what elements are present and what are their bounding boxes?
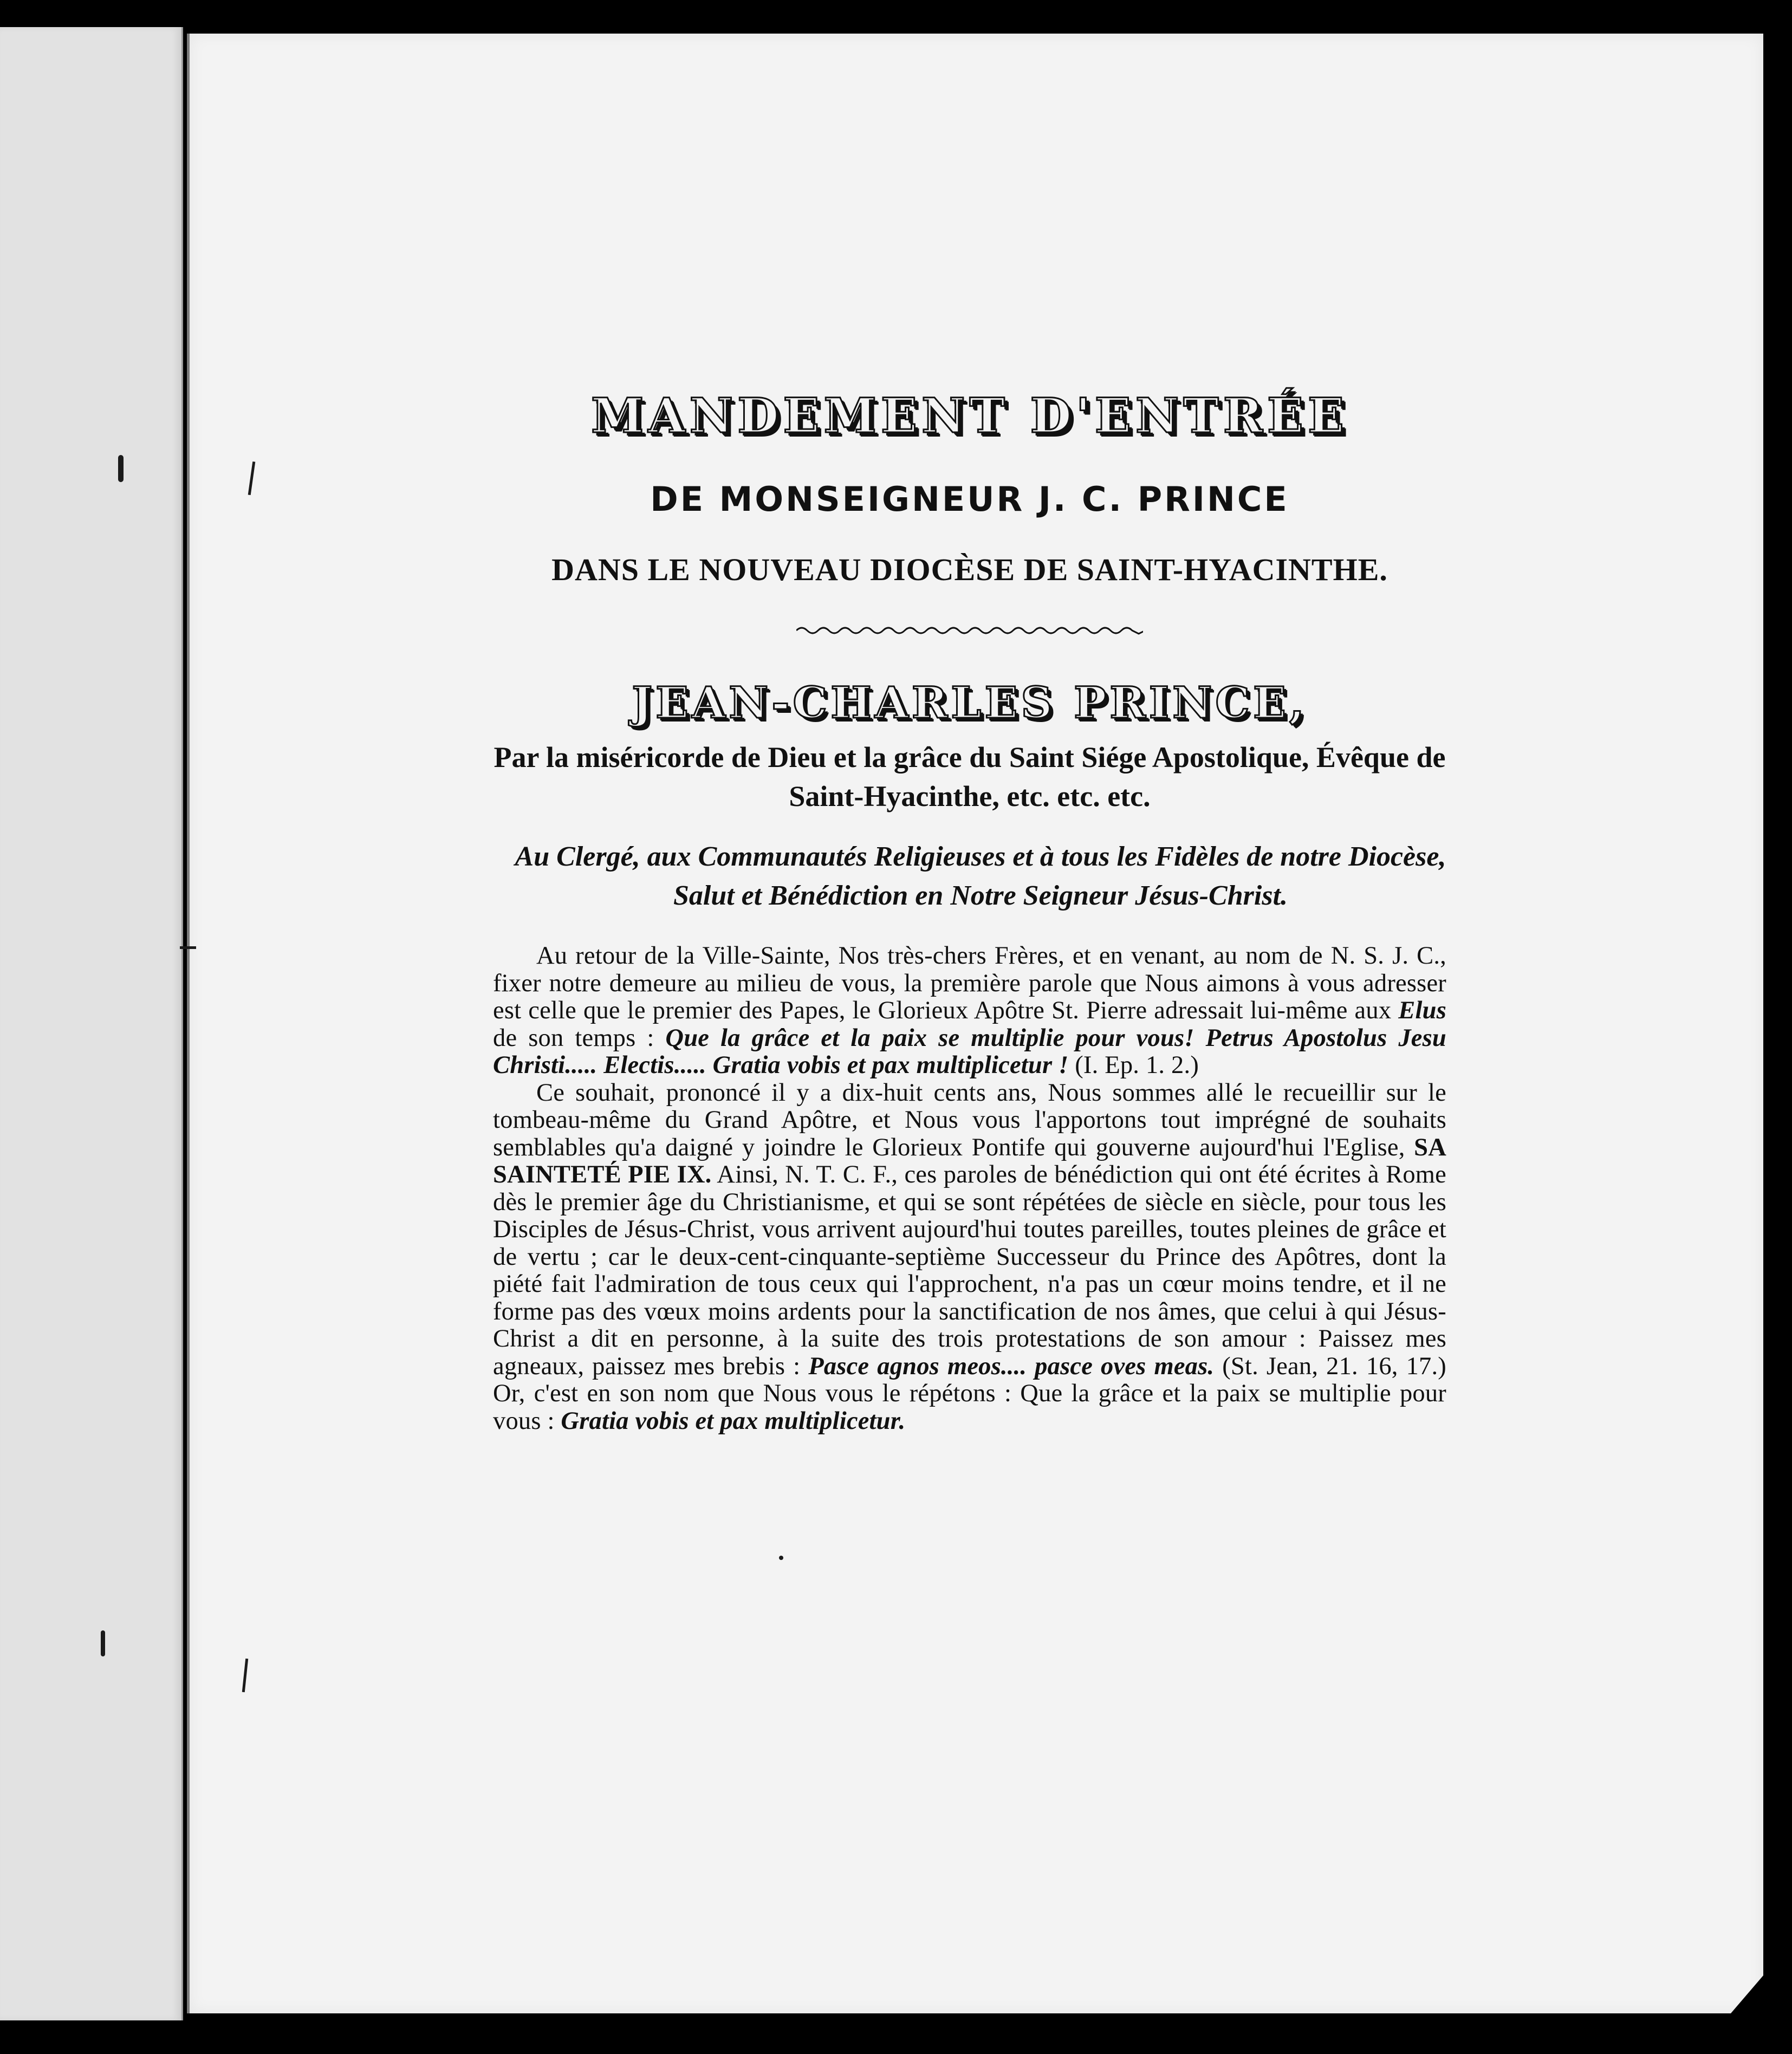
- paragraph-2-text: Ainsi, N. T. C. F., ces paroles de bénédiction qui ont été écrites à Rome dès le premier âge du Christianisme, et qui se sont répétées de siècle en siècle, pour tous les Disciples de Jésus-Christ, vous arrivent aujourd'hui toutes pareilles, toutes pleines de grâce et de vertu ; car le deux-cent-cinquante-septième Successeur du Prince des Apôtres, dont la piété fait l'admiration de tous ceux qui l'approchent, n'a pas un cœur moins tendre, et il ne forme pas des vœux moins ardents pour la sanctification de nos âmes, que celui à qui Jésus-Christ a dit en personne, à la suite des trois protestations de son amour : Paissez mes agneaux, paissez mes brebis :: [493, 1161, 1446, 1380]
- wavy-divider: [796, 624, 1143, 640]
- author-name: JEAN-CHARLES PRINCE,: [632, 677, 1308, 728]
- paragraph-2-italic: Gratia vobis et pax multiplicetur.: [561, 1407, 906, 1435]
- paragraph-1-italic: Que la grâce et la paix se multiplie pour vous! Petrus Apostolus Jesu Christi..... Electis..... Gratia vobis et pax multiplicetur !: [493, 1024, 1446, 1079]
- paragraph-1-citation: (I. Ep. 1. 2.): [1068, 1051, 1199, 1079]
- salutation: Au Clergé, aux Communautés Religieuses et à tous les Fidèles de notre Diocèse, Salut et Bénédiction en Notre Seigneur Jésus-Christ.: [515, 841, 1446, 911]
- paragraph-2-caps: SA SAINTETÉ PIE IX.: [493, 1133, 1446, 1188]
- ink-speck: [248, 461, 256, 495]
- ink-speck: [242, 1659, 248, 1692]
- paragraph-2-text: Ce souhait, prononcé il y a dix-huit cents ans, Nous sommes allé le recueillir sur le tombeau-même du Grand Apôtre, et Nous vous l'apportons tout imprégné de souhaits semblables qu'a daigné y joindre le Glorieux Pontife qui gouverne aujourd'hui l'Eglise,: [493, 1078, 1446, 1161]
- paragraph-2-italic: Pasce agnos meos.... pasce oves meas.: [808, 1352, 1215, 1380]
- paragraph-2: [493, 1080, 1446, 1435]
- paragraph-1-text: Au retour de la Ville-Sainte, Nos très-chers Frères, et en venant, au nom de N. S. J. C., fixer notre demeure au milieu de vous, la première parole que Nous aimons à vous adresser est celle que le premier des Papes, le Glorieux Apôtre St. Pierre adressait lui-même aux: [493, 942, 1446, 1024]
- paragraph-1-italic: Elus: [1398, 997, 1446, 1024]
- main-title: MANDEMENT D'ENTRÉE: [590, 387, 1349, 444]
- subtitle-diocese: DANS LE NOUVEAU DIOCÈSE DE SAINT-HYACINTHE.: [551, 552, 1388, 587]
- page-corner-fold: [1731, 1975, 1763, 2013]
- ink-speck: [101, 1630, 105, 1656]
- subtitle-bishop: DE MONSEIGNEUR J. C. PRINCE: [650, 479, 1289, 519]
- ink-speck: [118, 455, 124, 482]
- paragraph-1: [493, 942, 1446, 1080]
- ink-speck: [779, 1556, 783, 1560]
- paragraph-2-text: (St. Jean, 21. 16, 17.) Or, c'est en son nom que Nous vous le répétons : Que la grâce et la paix se multiplie pour vous :: [493, 1352, 1446, 1435]
- document-content: [493, 380, 1446, 1435]
- ink-speck: [180, 946, 196, 949]
- paragraph-1-text: de son temps :: [493, 1024, 666, 1052]
- author-title: Par la miséricorde de Dieu et la grâce du Saint Siége Apostolique, Évêque de Saint-Hyacinthe, etc. etc. etc.: [494, 741, 1446, 812]
- body-text: [493, 942, 1446, 1435]
- document-page: [187, 34, 1763, 2013]
- previous-page-edge: [0, 27, 183, 2020]
